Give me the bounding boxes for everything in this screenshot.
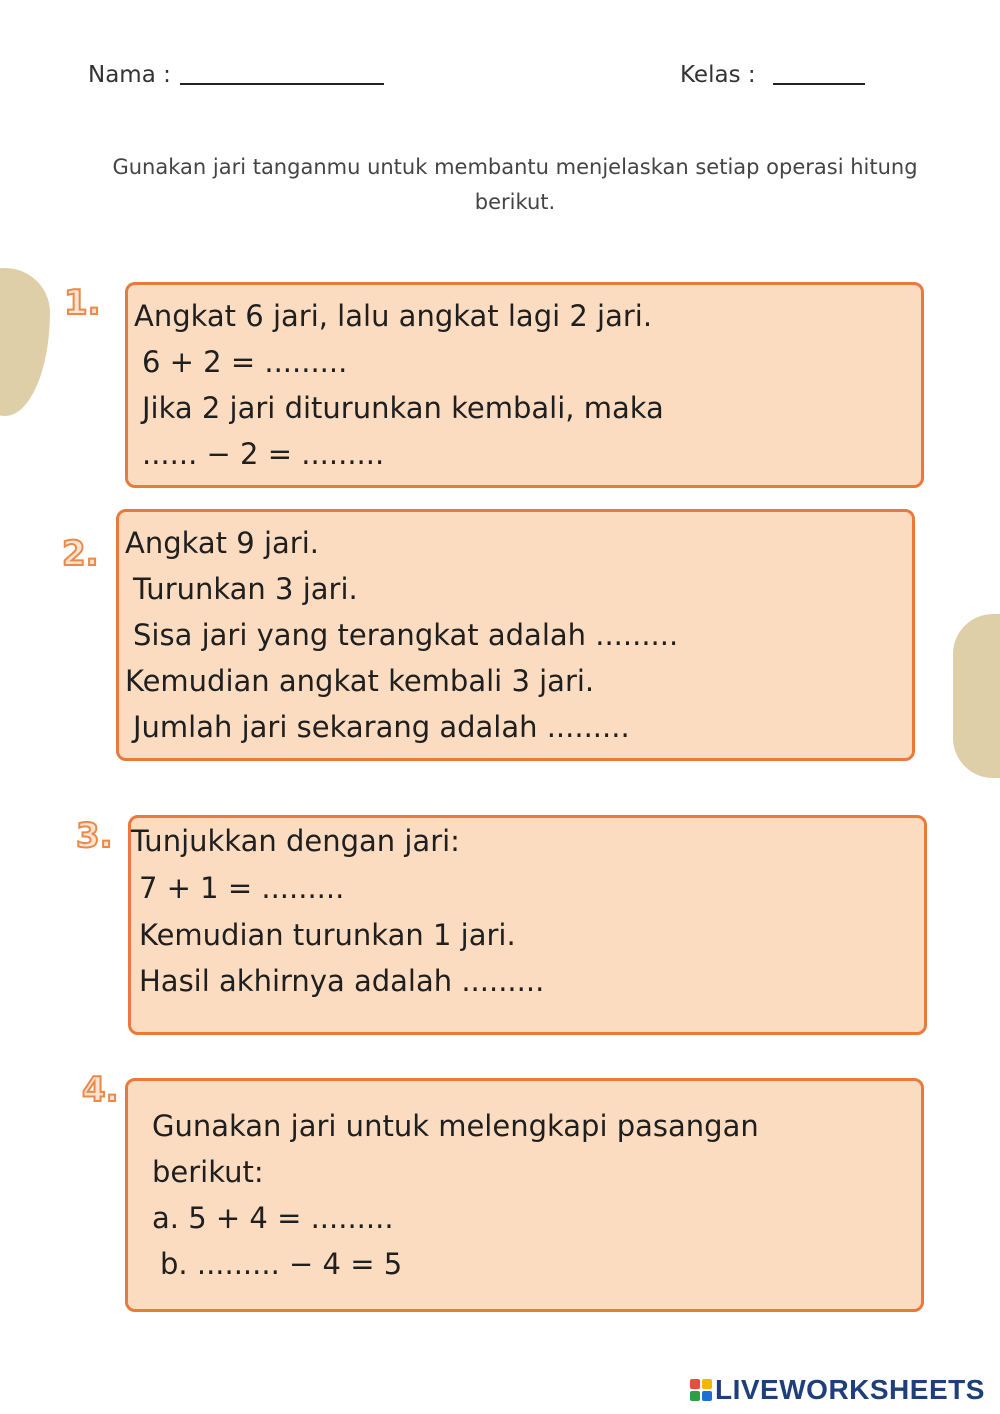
question-card-2	[116, 509, 915, 761]
decorative-shape-right	[953, 614, 1000, 778]
question-line[interactable]: 6 + 2 = .........	[142, 345, 348, 379]
question-card-3	[128, 815, 927, 1035]
question-line[interactable]: Hasil akhirnya adalah .........	[139, 964, 545, 998]
liveworksheets-logo-icon	[690, 1379, 712, 1401]
class-input-line[interactable]	[773, 83, 865, 85]
instruction-text: Gunakan jari tanganmu untuk membantu menjelaskan setiap operasi hitung berikut.	[112, 155, 918, 214]
question-line: Turunkan 3 jari.	[133, 572, 358, 606]
question-line: Gunakan jari untuk melengkapi pasangan	[152, 1109, 759, 1143]
question-number: 3.	[76, 816, 113, 856]
logo-cell	[702, 1379, 712, 1389]
question-line[interactable]: 7 + 1 = .........	[139, 871, 345, 905]
question-line: Kemudian turunkan 1 jari.	[139, 918, 516, 952]
question-card-1	[125, 282, 924, 488]
question-line: Jika 2 jari diturunkan kembali, maka	[142, 391, 664, 425]
name-input-line[interactable]	[180, 83, 384, 85]
question-number: 2.	[62, 534, 99, 574]
question-line: berikut:	[152, 1155, 264, 1189]
question-line: Kemudian angkat kembali 3 jari.	[125, 664, 595, 698]
question-line[interactable]: Sisa jari yang terangkat adalah .........	[133, 618, 679, 652]
logo-cell	[702, 1391, 712, 1401]
question-line: Angkat 9 jari.	[125, 526, 319, 560]
question-line: Tunjukkan dengan jari:	[131, 824, 460, 858]
class-label: Kelas :	[680, 62, 756, 88]
question-card-4	[125, 1078, 924, 1312]
name-label: Nama :	[88, 62, 171, 88]
question-line[interactable]: b. ......... − 4 = 5	[160, 1247, 403, 1281]
decorative-shape-left	[0, 268, 50, 416]
question-line[interactable]: a. 5 + 4 = .........	[152, 1201, 394, 1235]
logo-cell	[690, 1379, 700, 1389]
question-line[interactable]: Jumlah jari sekarang adalah .........	[133, 710, 630, 744]
liveworksheets-brand	[690, 1373, 985, 1407]
brand-text: LIVEWORKSHEETS	[715, 1374, 985, 1405]
question-line[interactable]: ...... − 2 = .........	[142, 437, 385, 471]
question-line: Angkat 6 jari, lalu angkat lagi 2 jari.	[134, 299, 653, 333]
logo-cell	[690, 1391, 700, 1401]
question-number: 1.	[64, 283, 101, 323]
question-number: 4.	[82, 1070, 119, 1110]
